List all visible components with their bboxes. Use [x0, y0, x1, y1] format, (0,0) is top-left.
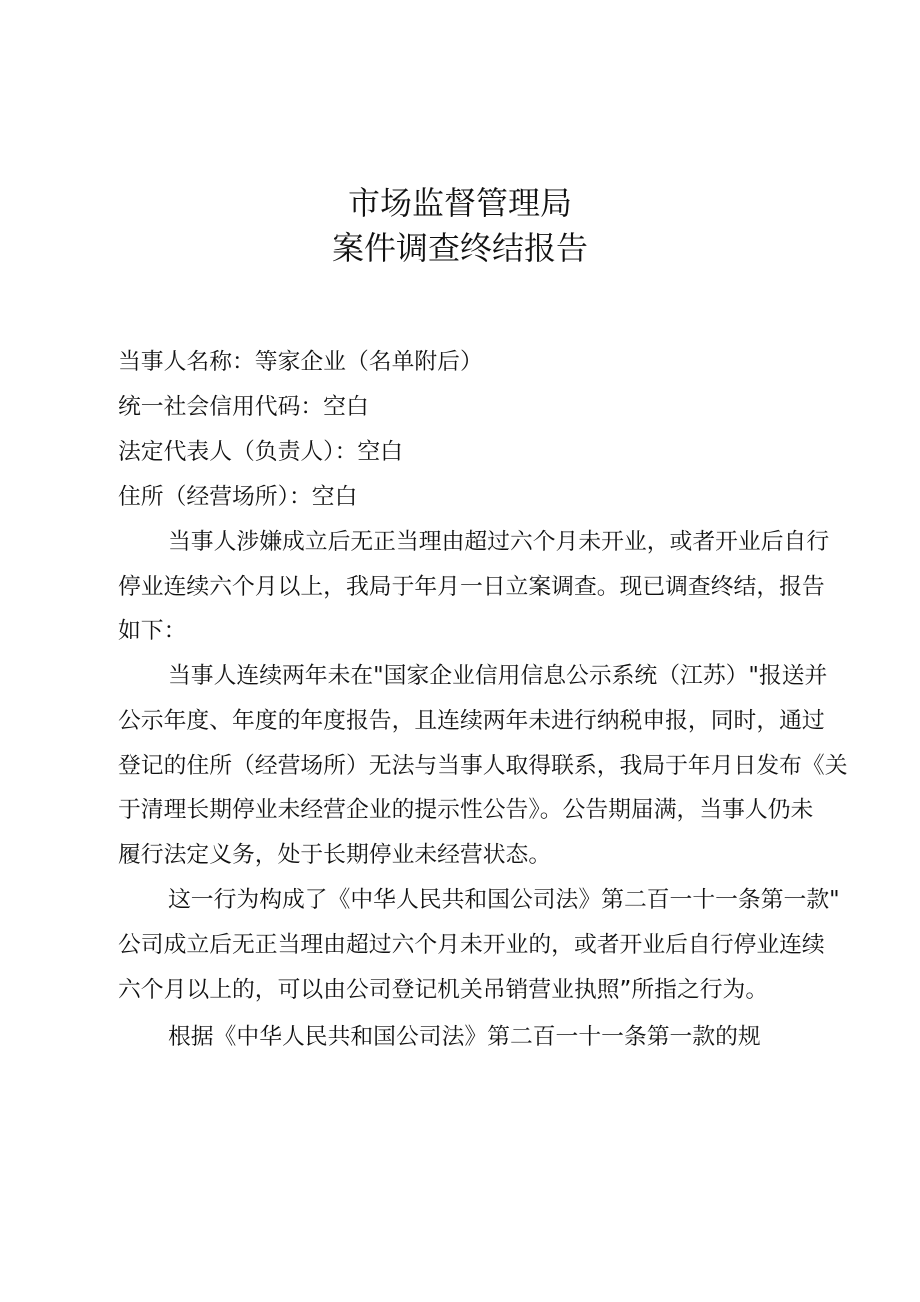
- field-legal-representative: 法定代表人（负责人）：空白: [118, 439, 403, 465]
- document-title-agency: 市场监督管理局: [347, 184, 572, 222]
- paragraph-2-line-1: 当事人连续两年未在"国家企业信用信息公示系统（江苏）"报送并: [168, 663, 828, 689]
- paragraph-3-line-1: 这一行为构成了《中华人民共和国公司法》第二百一十一条第一款": [168, 887, 840, 913]
- paragraph-2-line-2: 公示年度、年度的年度报告，且连续两年未进行纳税申报，同时，通过: [118, 708, 825, 734]
- paragraph-2-line-3: 登记的住所（经营场所）无法与当事人取得联系，我局于年月日发布《关: [118, 753, 848, 779]
- paragraph-2-line-5: 履行法定义务，处于长期停业未经营状态。: [118, 842, 552, 868]
- field-credit-code: 统一社会信用代码：空白: [118, 394, 369, 420]
- paragraph-2-line-4: 于清理长期停业未经营企业的提示性公告》。公告期届满，当事人仍未: [118, 797, 814, 823]
- document-title-report: 案件调查终结报告: [331, 229, 588, 267]
- paragraph-1-line-2: 停业连续六个月以上，我局于年月一日立案调查。现已调查终结，报告: [118, 574, 825, 600]
- paragraph-3-line-2: 公司成立后无正当理由超过六个月未开业的，或者开业后自行停业连续: [118, 932, 825, 958]
- field-party-name: 当事人名称：等家企业（名单附后）: [118, 349, 483, 375]
- paragraph-1-line-3: 如下：: [118, 618, 187, 644]
- paragraph-1-line-1: 当事人涉嫌成立后无正当理由超过六个月未开业，或者开业后自行: [168, 529, 830, 555]
- field-address: 住所（经营场所）：空白: [118, 484, 358, 510]
- paragraph-4-line-1: 根据《中华人民共和国公司法》第二百一十一条第一款的规: [168, 1024, 761, 1050]
- paragraph-3-line-3: 六个月以上的，可以由公司登记机关吊销营业执照”所指之行为。: [118, 977, 769, 1003]
